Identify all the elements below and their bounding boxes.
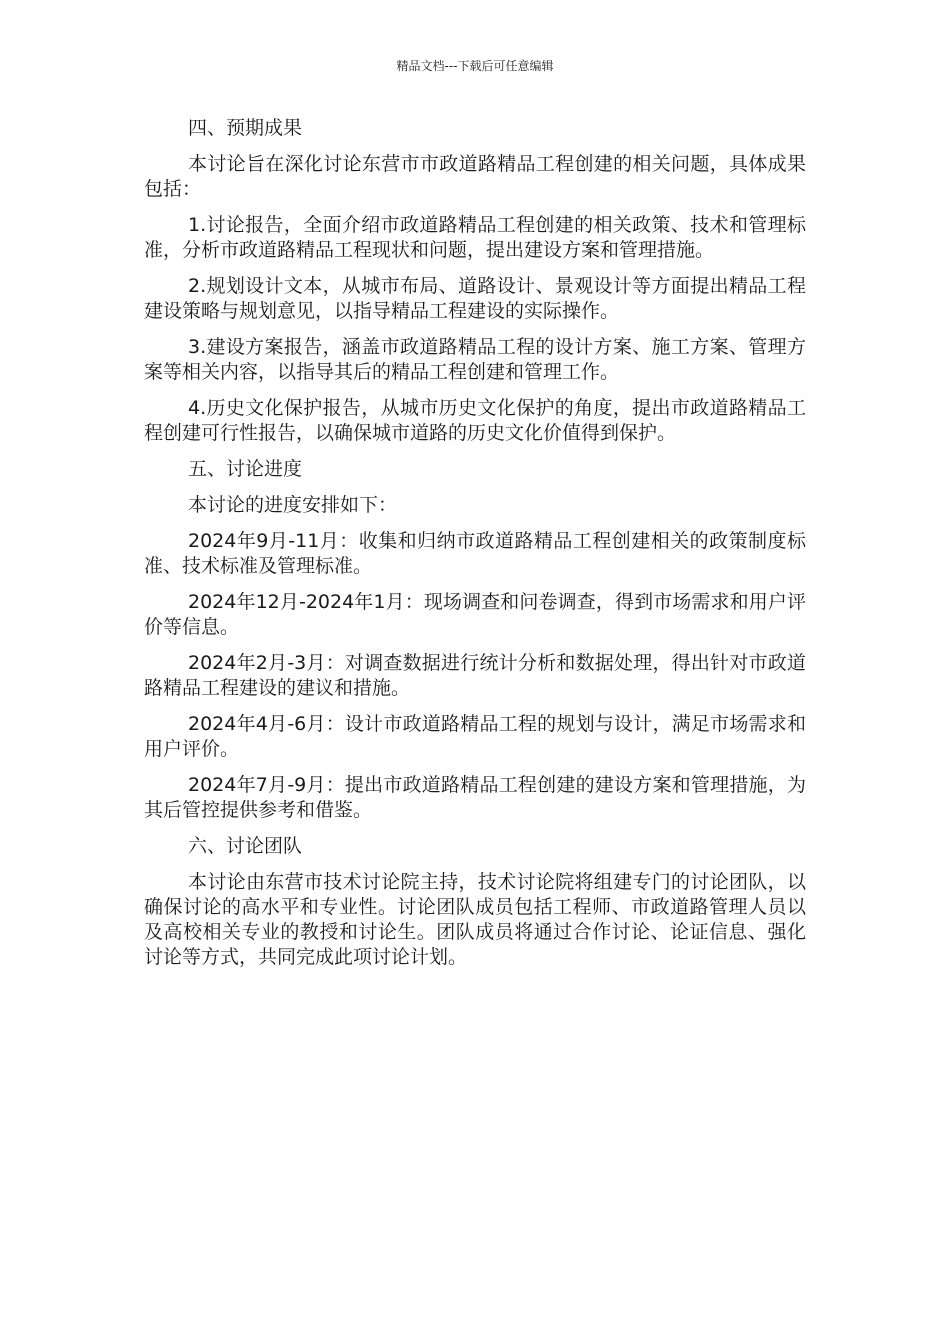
paragraph: 3.建设方案报告，涵盖市政道路精品工程的设计方案、施工方案、管理方案等相关内容，以指导其后的精品工程创建和管理工作。: [144, 336, 806, 383]
section-heading-team: 六、讨论团队: [188, 835, 303, 857]
paragraph: 2024年2月-3月：对调查数据进行统计分析和数据处理，得出针对市政道路精品工程建设的建议和措施。: [144, 652, 806, 699]
document-body: [144, 116, 806, 981]
paragraph: 2024年9月-11月：收集和归纳市政道路精品工程创建相关的政策制度标准、技术标准及管理标准。: [144, 530, 806, 577]
paragraph: 本讨论的进度安排如下：: [188, 494, 398, 516]
page-header: 精品文档---下载后可任意编辑: [396, 59, 554, 73]
paragraph: 4.历史文化保护报告，从城市历史文化保护的角度，提出市政道路精品工程创建可行性报告，以确保城市道路的历史文化价值得到保护。: [144, 397, 806, 444]
paragraph: 本讨论旨在深化讨论东营市市政道路精品工程创建的相关问题，具体成果包括：: [144, 153, 806, 200]
paragraph: 2.规划设计文本，从城市布局、道路设计、景观设计等方面提出精品工程建设策略与规划意见，以指导精品工程建设的实际操作。: [144, 275, 806, 322]
paragraph: 2024年4月-6月：设计市政道路精品工程的规划与设计，满足市场需求和用户评价。: [144, 713, 806, 760]
paragraph: 本讨论由东营市技术讨论院主持，技术讨论院将组建专门的讨论团队，以确保讨论的高水平和专业性。讨论团队成员包括工程师、市政道路管理人员以及高校相关专业的教授和讨论生。团队成员将通过合作讨论、论证信息、强化讨论等方式，共同完成此项讨论计划。: [144, 871, 806, 968]
paragraph: 1.讨论报告，全面介绍市政道路精品工程创建的相关政策、技术和管理标准，分析市政道路精品工程现状和问题，提出建设方案和管理措施。: [144, 214, 806, 261]
paragraph: 2024年12月-2024年1月：现场调查和问卷调查，得到市场需求和用户评价等信息。: [144, 591, 806, 638]
paragraph: 2024年7月-9月：提出市政道路精品工程创建的建设方案和管理措施，为其后管控提供参考和借鉴。: [144, 774, 806, 821]
section-heading-progress: 五、讨论进度: [188, 458, 303, 480]
section-heading-expected-results: 四、预期成果: [188, 117, 303, 139]
